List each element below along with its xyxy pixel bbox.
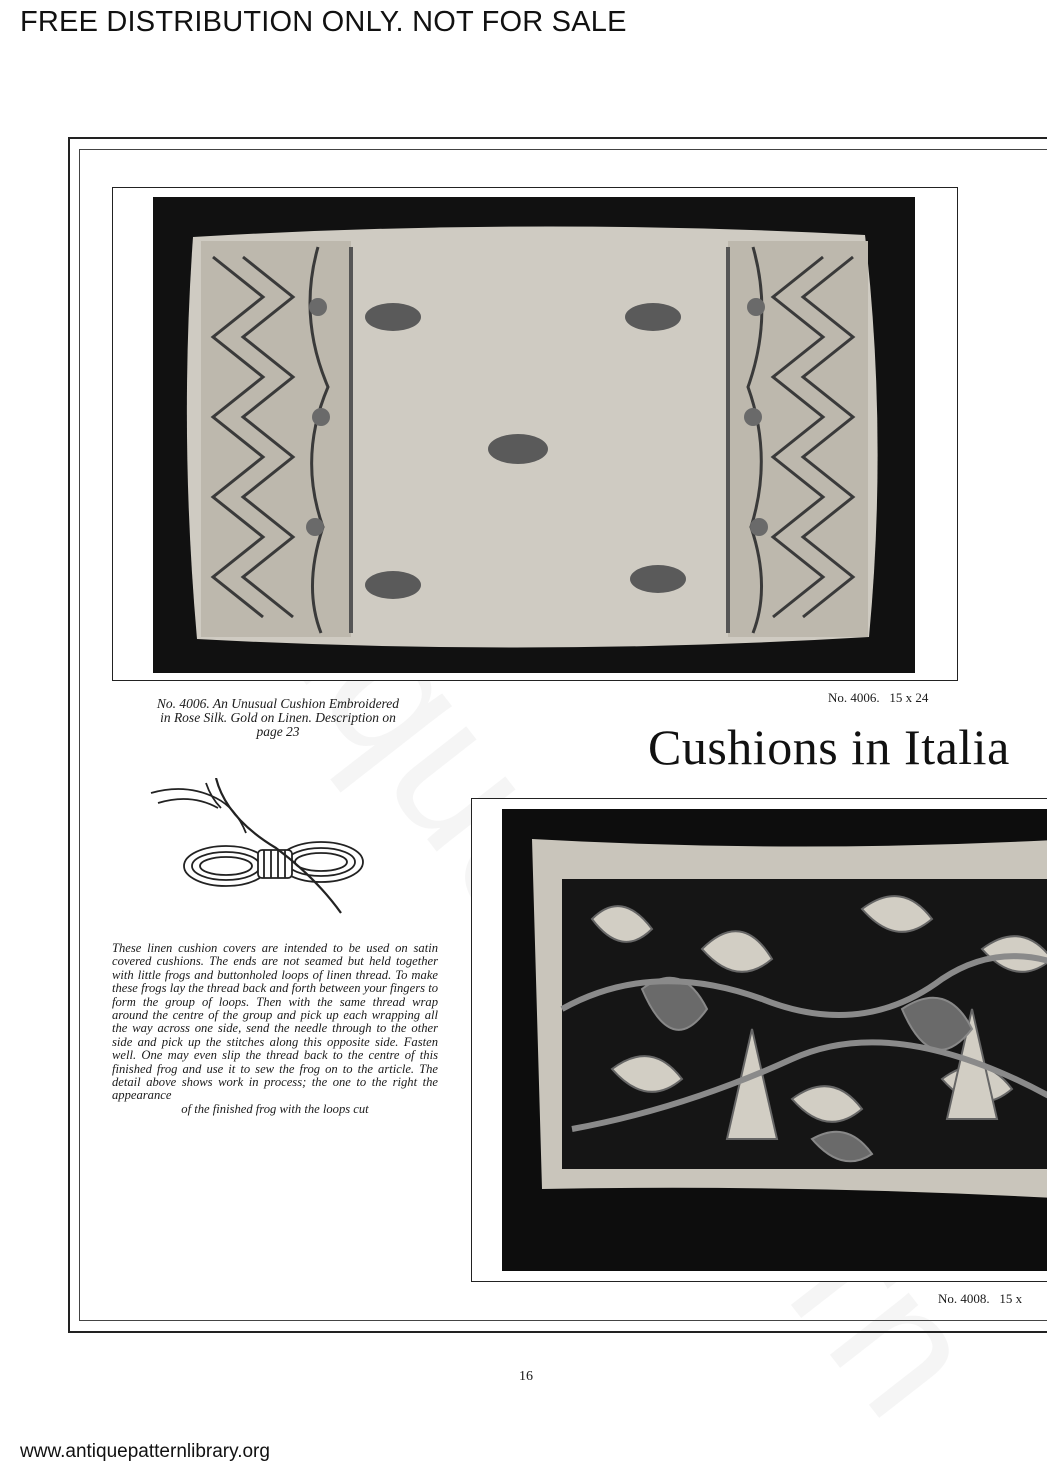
caption-line-3: page 23 bbox=[256, 724, 300, 739]
cushion-4006-label bbox=[828, 690, 928, 706]
footer-url: www.antiquepatternlibrary.org bbox=[20, 1441, 270, 1462]
caption-line-1: No. 4006. An Unusual Cushion Embroidered bbox=[156, 696, 400, 711]
cushion-4006-size: 15 x 24 bbox=[889, 690, 929, 705]
cushion-4006-number: No. 4006. bbox=[828, 690, 880, 705]
frog-instructions bbox=[112, 942, 438, 1116]
cushion-4008-photo-frame bbox=[471, 798, 1047, 1282]
cushion-4008-size: 15 x bbox=[999, 1291, 1023, 1306]
section-title: Cushions in Italia bbox=[648, 719, 1010, 775]
thread-frog-illustration bbox=[146, 778, 366, 918]
cushion-4006-photo bbox=[153, 197, 915, 673]
page-number: 16 bbox=[519, 1369, 533, 1384]
cushion-4006-caption bbox=[100, 697, 456, 739]
instructions-body: These linen cushion covers are intended to be used on satin covered cushions. The ends are not seamed but held together with little frogs and buttonholed loops of linen thread. To make these frogs lay the thread back and forth between your fingers to form the group of loops. Then with the same thread wrap around the centre of the group and pick up each wrapping all the way across one side, send the needle through to the other side and pick up the stitches along this opposite side. Fasten well. One may even slip the thread back to the centre of this finished frog and use it to sew the frog on to the article. The detail above shows work in process; the one to the right the appearance bbox=[112, 941, 438, 1103]
cushion-4008-label bbox=[938, 1291, 1022, 1307]
cushion-4006-illustration bbox=[153, 197, 915, 673]
caption-line-2: in Rose Silk. Gold on Linen. Description on bbox=[160, 710, 396, 725]
cushion-4008-number: No. 4008. bbox=[938, 1291, 990, 1306]
cushion-4006-photo-frame bbox=[112, 187, 958, 681]
cushion-4008-photo bbox=[502, 809, 1047, 1271]
cushion-4008-illustration bbox=[502, 809, 1047, 1271]
distribution-banner: FREE DISTRIBUTION ONLY. NOT FOR SALE bbox=[20, 6, 627, 38]
instructions-last-line: of the finished frog with the loops cut bbox=[181, 1101, 369, 1116]
